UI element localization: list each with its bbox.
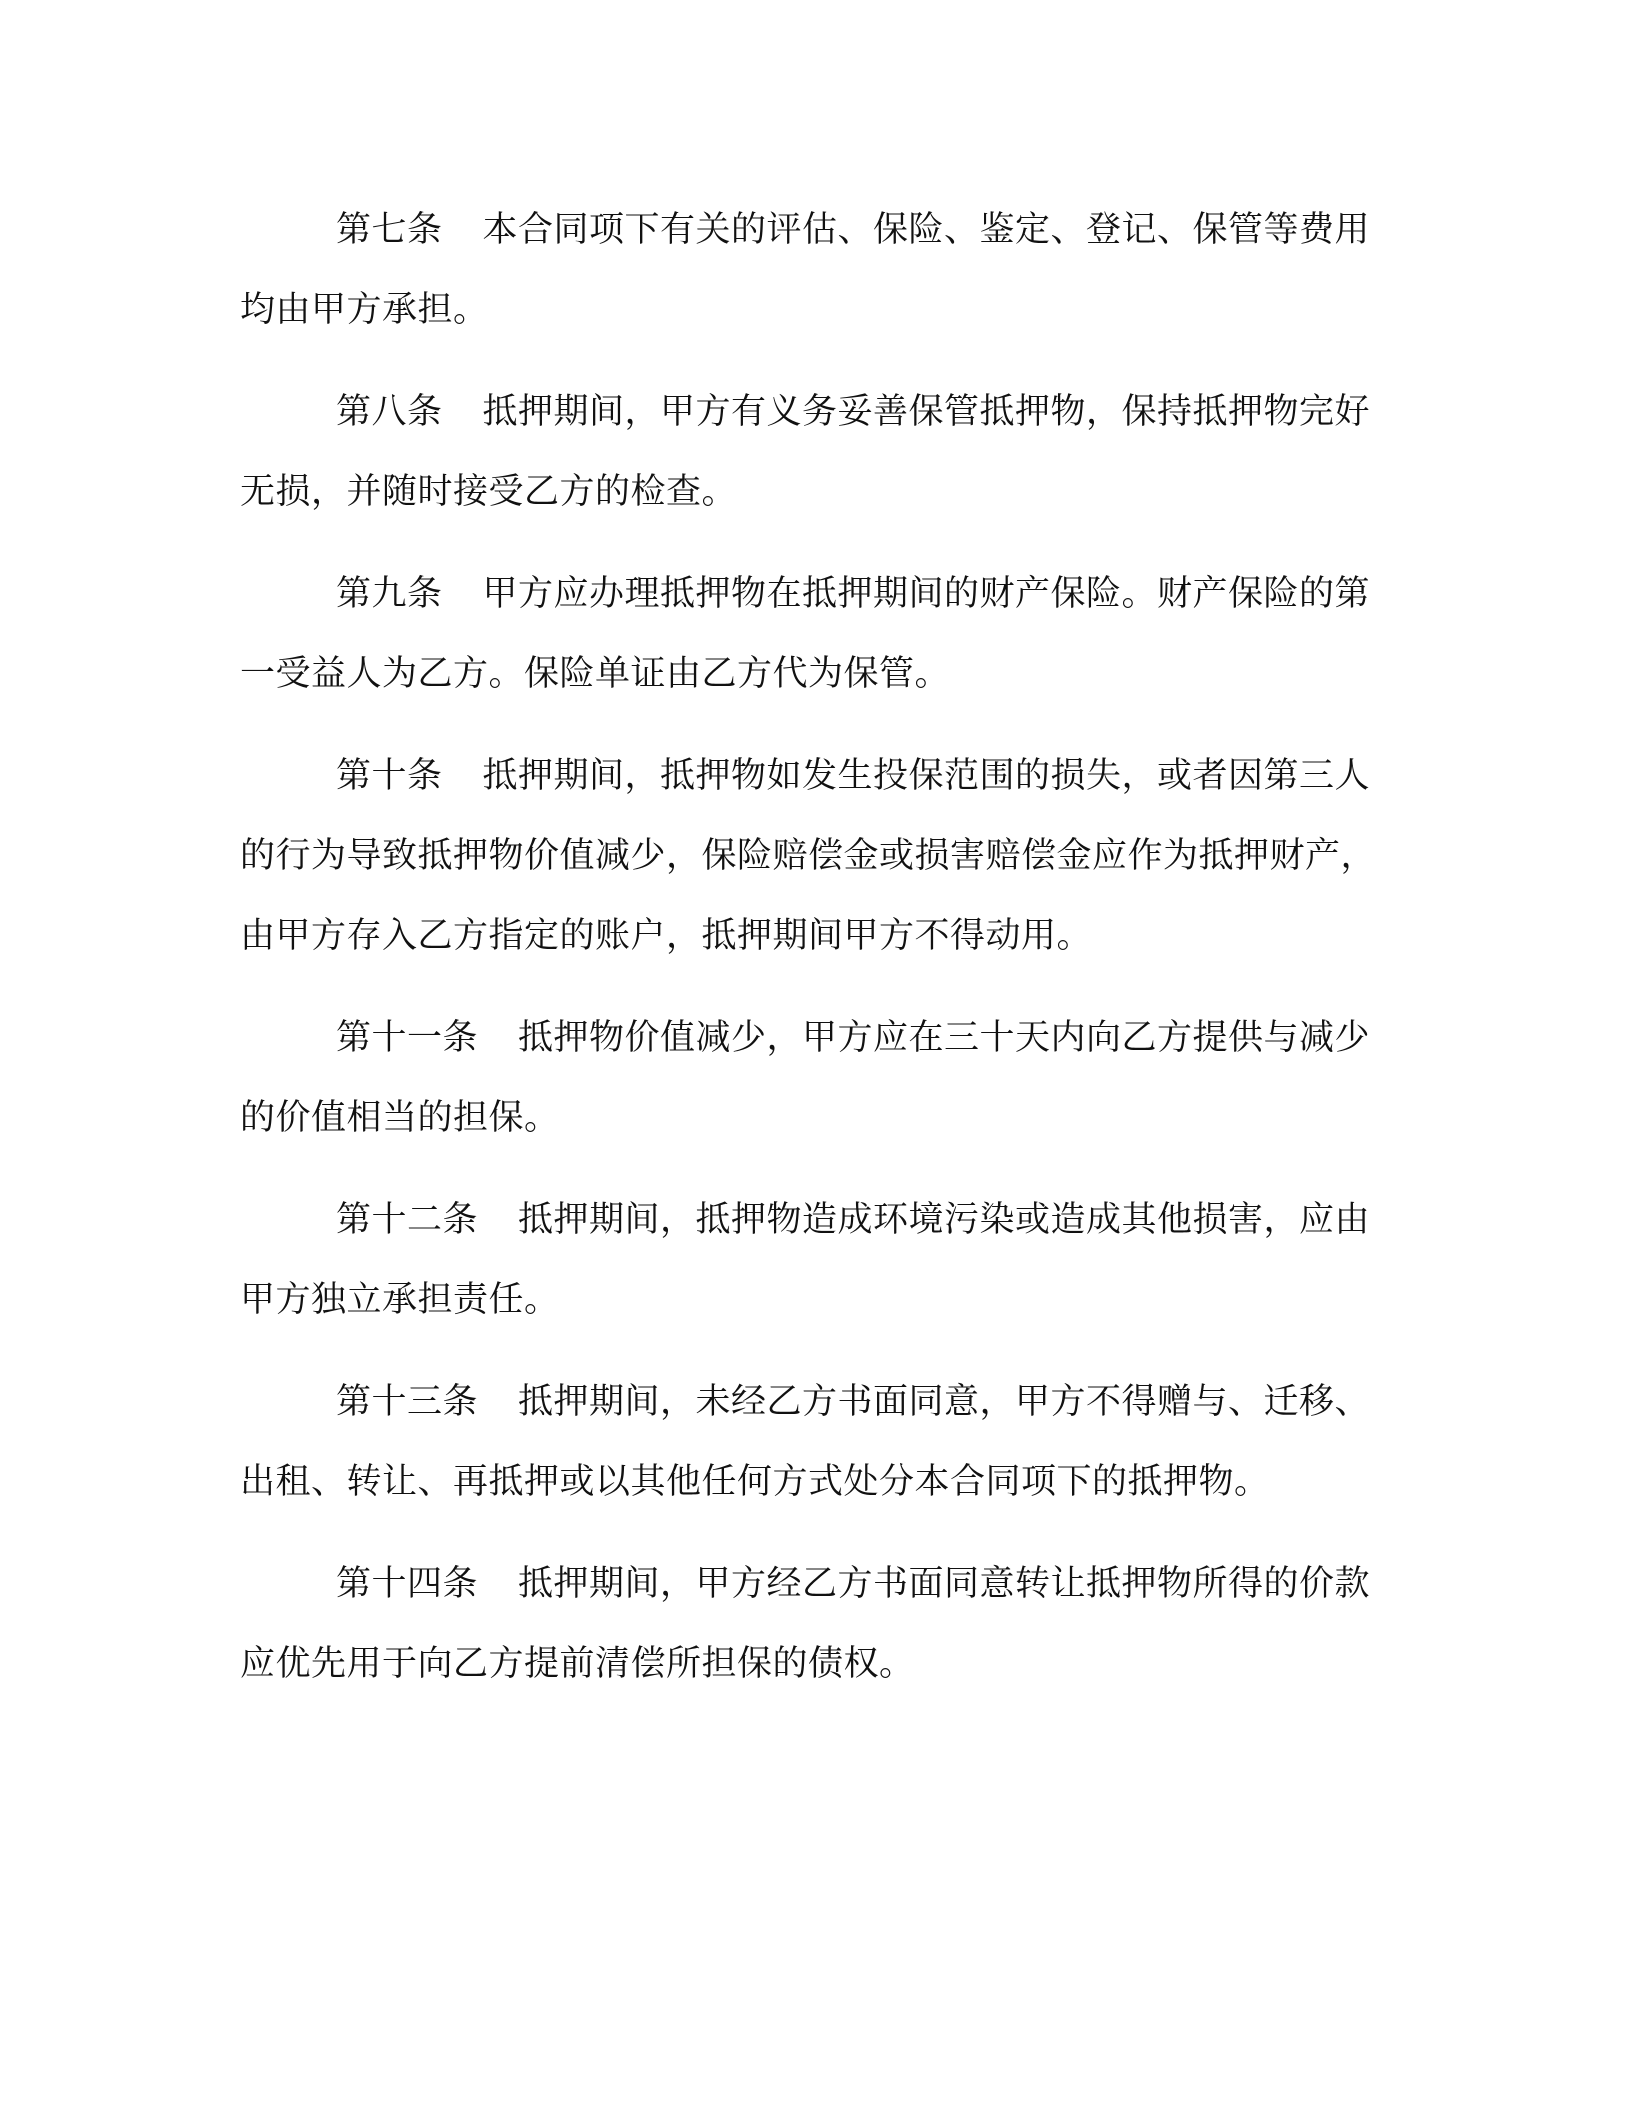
article-text: 抵押期间，未经乙方书面同意，甲方不得赠与、迁移、出租、转让、再抵押或以其他任何方式处分本合同项下的抵押物。 xyxy=(240,1382,1371,1502)
article-number: 第十一条 xyxy=(336,1018,479,1058)
article-number: 第十四条 xyxy=(336,1564,479,1604)
article-11 xyxy=(240,998,1400,1158)
article-number: 第十三条 xyxy=(336,1382,479,1422)
article-number: 第八条 xyxy=(336,392,443,432)
article-number: 第九条 xyxy=(336,574,443,614)
article-7 xyxy=(240,190,1400,350)
article-9 xyxy=(240,554,1400,714)
article-number: 第十条 xyxy=(336,756,443,796)
article-text: 抵押物价值减少，甲方应在三十天内向乙方提供与减少的价值相当的担保。 xyxy=(240,1018,1371,1138)
article-10 xyxy=(240,736,1400,976)
article-number: 第十二条 xyxy=(336,1200,479,1240)
article-13 xyxy=(240,1362,1400,1522)
article-8 xyxy=(240,372,1400,532)
article-14 xyxy=(240,1544,1400,1704)
article-text: 抵押期间，甲方有义务妥善保管抵押物，保持抵押物完好无损，并随时接受乙方的检查。 xyxy=(240,392,1371,512)
article-number: 第七条 xyxy=(336,210,443,250)
article-text: 本合同项下有关的评估、保险、鉴定、登记、保管等费用均由甲方承担。 xyxy=(240,210,1371,330)
article-12 xyxy=(240,1180,1400,1340)
article-text: 抵押期间，抵押物如发生投保范围的损失，或者因第三人的行为导致抵押物价值减少，保险赔偿金或损害赔偿金应作为抵押财产，由甲方存入乙方指定的账户，抵押期间甲方不得动用。 xyxy=(240,756,1377,956)
contract-body xyxy=(240,190,1400,1726)
article-text: 抵押期间，抵押物造成环境污染或造成其他损害，应由甲方独立承担责任。 xyxy=(240,1200,1371,1320)
article-text: 抵押期间，甲方经乙方书面同意转让抵押物所得的价款应优先用于向乙方提前清偿所担保的债权。 xyxy=(240,1564,1371,1684)
article-text: 甲方应办理抵押物在抵押期间的财产保险。财产保险的第一受益人为乙方。保险单证由乙方代为保管。 xyxy=(240,574,1371,694)
